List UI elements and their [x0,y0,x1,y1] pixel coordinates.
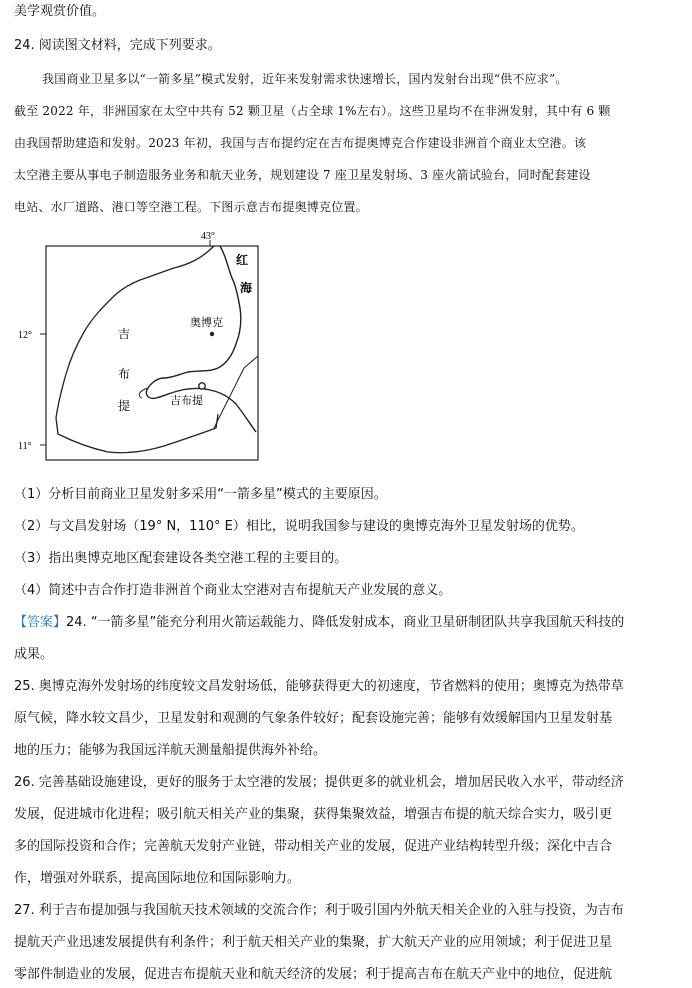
country-border [56,246,218,453]
answer-25-line-1: 25. 奥博克海外发射场的纬度较文昌发射场低，能够获得更大的初速度，节省燃料的使用；奥博克为热带草 [14,679,624,694]
answer-25-line-3: 地的压力；能够为我国远洋航天测量船提供海外补给。 [14,743,327,758]
material-paragraph: 由我国帮助建造和发射。2023 年初，我国与吉布提约定在吉布提奥博克合作建设非洲首个商业太空港。该 [14,136,587,150]
country-label-3: 提 [118,399,131,413]
sea-label-1: 红 [236,253,249,267]
answer-24-line-2: 成果。 [14,647,54,662]
question-24-title: 24. 阅读图文材料，完成下列要求。 [14,38,221,53]
answer-27-line-3: 零部件制造业的发展，促进吉布提航天业和航天经济的发展；利于提高吉布在航天产业中的地位，促进航 [14,967,613,982]
sea-label-2: 海 [240,281,253,295]
djibouti-location-map [14,228,264,464]
map-svg [14,228,264,464]
answer-text: 24. “一箭多星”能充分利用火箭运载能力、降低发射成本，商业卫星研制团队共享我国航天科技的 [66,615,625,630]
material-paragraph: 我国商业卫星多以“一箭多星”模式发射，近年来发射需求快速增长，国内发射台出现“供不应求”。 [42,72,568,86]
answer-24-line-1 [14,614,624,632]
lat-label-11: 11° [18,441,32,452]
material-paragraph: 截至 2022 年，非洲国家在太空中共有 52 颗卫星（占全球 1%左右）。这些卫星均不在非洲发射，其中有 6 颗 [14,104,611,118]
obock-city-label: 奥博克 [190,316,223,329]
answer-tag: 【答案】 [14,615,67,630]
country-label-2: 布 [118,367,131,381]
answer-26-line-1: 26. 完善基础设施建设，更好的服务于太空港的发展；提供更多的就业机会，增加居民收入水平，带动经济 [14,775,624,790]
material-paragraph: 太空港主要从事电子制造服务业务和航天业务，规划建设 7 座卫星发射场、3 座火箭试验台，同时配套建设 [14,168,591,182]
question-2: （2）与文昌发射场（19° N，110° E）相比，说明我国参与建设的奥博克海外卫星发射场的优势。 [14,519,584,534]
answer-26-line-4: 作，增强对外联系，提高国际地位和国际影响力。 [14,871,301,886]
answer-25-line-2: 原气候，降水较文昌少，卫星发射和观测的气象条件较好；配套设施完善；能够有效缓解国内卫星发射基 [14,711,613,726]
text-line: 美学观赏价值。 [14,4,106,19]
lat-label-12: 12° [18,330,32,341]
answer-26-line-3: 多的国际投资和合作；完善航天发射产业链，带动相关产业的发展，促进产业结构转型升级；深化中吉合 [14,839,613,854]
question-4: （4）简述中吉合作打造非洲首个商业太空港对吉布提航天产业发展的意义。 [14,583,452,598]
lon-label: 43° [201,231,215,242]
obock-city-dot [210,332,214,336]
material-paragraph: 电站、水厂道路、港口等空港工程。下图示意吉布提奥博克位置。 [14,200,368,214]
djibouti-city-label: 吉布提 [170,394,203,407]
answer-27-line-1: 27. 利于吉布提加强与我国航天技术领域的交流合作；利于吸引国内外航天相关企业的入驻与投资，为吉布 [14,903,624,918]
map-frame [46,246,258,460]
djibouti-city-dot [199,383,205,389]
country-label-1: 吉 [118,327,131,341]
answer-27-line-2: 提航天产业迅速发展提供有利条件；利于航天相关产业的集聚，扩大航天产业的应用领域；利于促进卫星 [14,935,613,950]
question-1: （1）分析目前商业卫星发射多采用“一箭多星”模式的主要原因。 [14,487,387,502]
question-3: （3）指出奥博克地区配套建设各类空港工程的主要目的。 [14,551,348,566]
answer-26-line-2: 发展，促进城市化进程；吸引航天相关产业的集聚，获得集聚效益，增强吉布提的航天综合实力，吸引更 [14,807,613,822]
